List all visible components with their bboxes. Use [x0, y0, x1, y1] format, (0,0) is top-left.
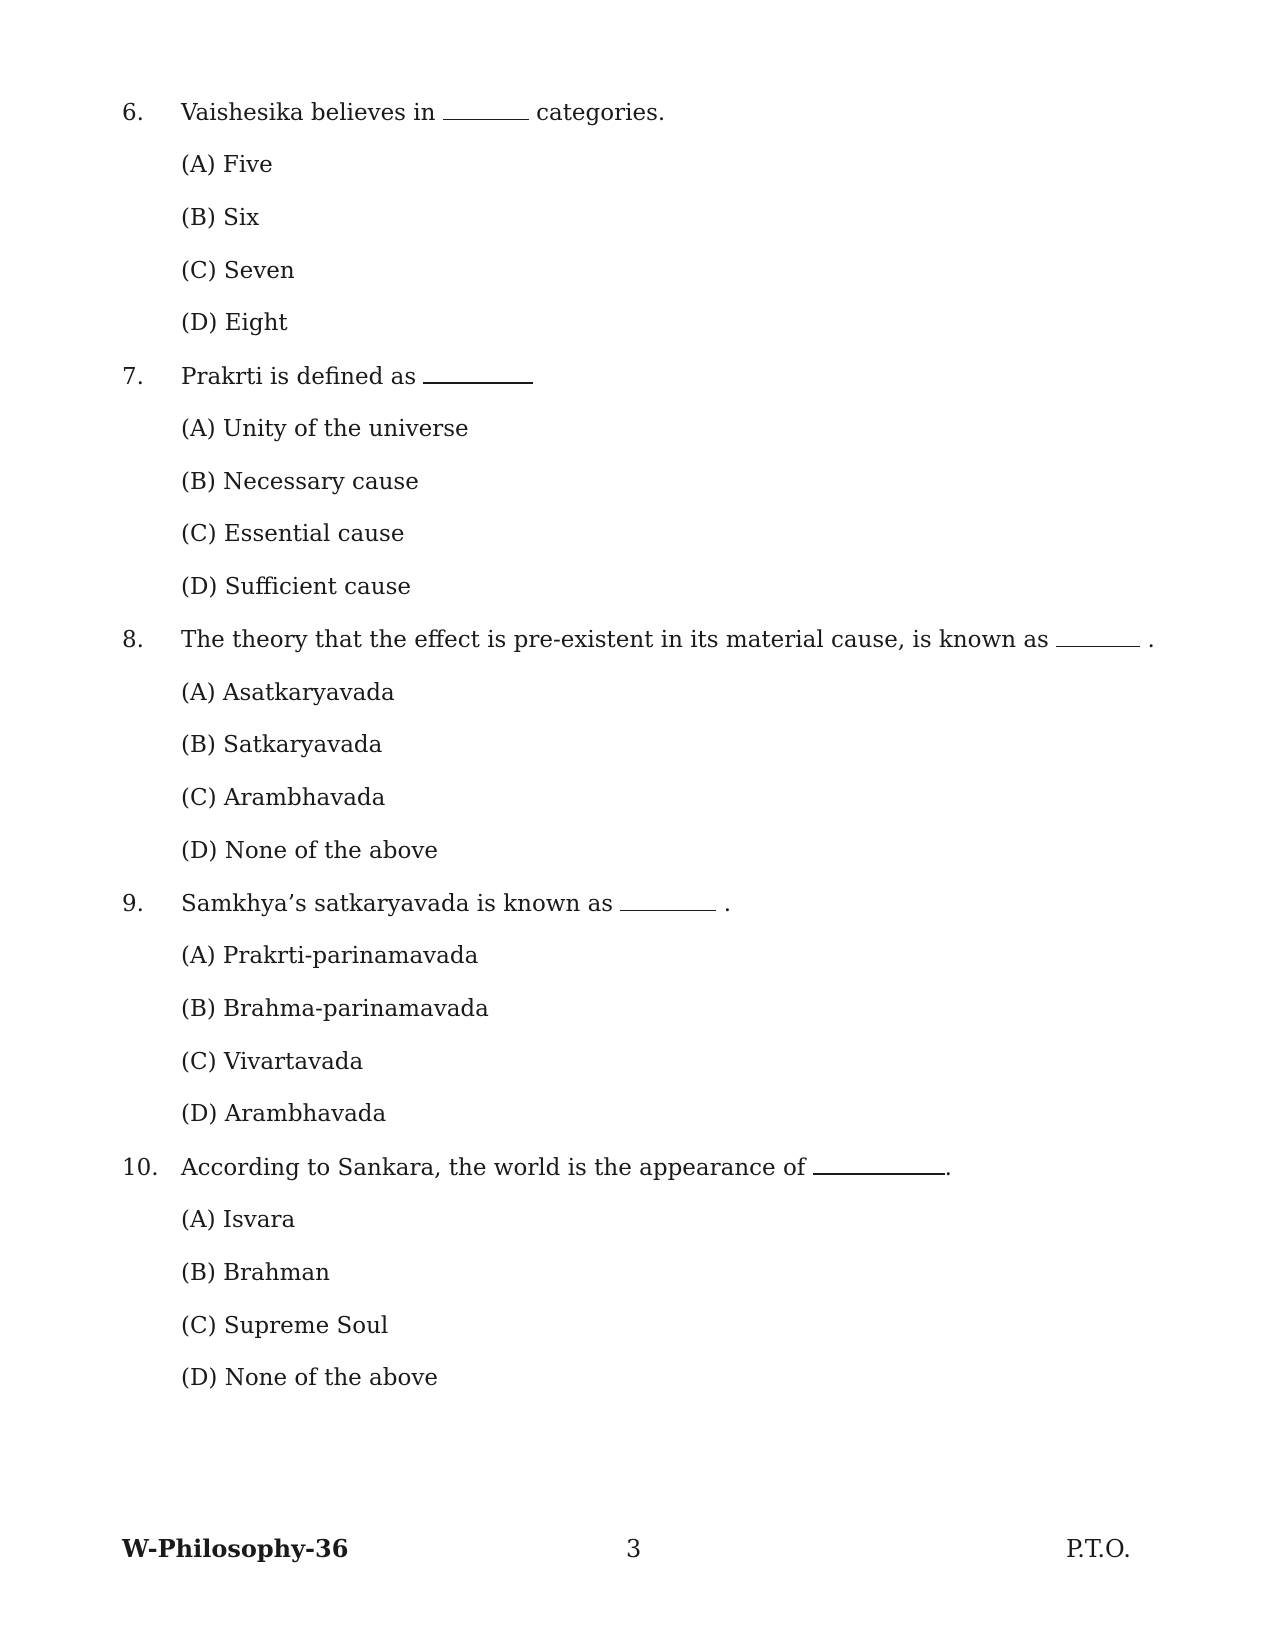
- answer-blank: [620, 890, 716, 911]
- option: (B) Brahman: [181, 1260, 330, 1286]
- question-stem: Samkhya’s satkaryavada is known as: [181, 891, 614, 917]
- question-number: 10.: [122, 1155, 159, 1181]
- option: (D) Sufficient cause: [181, 574, 411, 600]
- please-turn-over: P.T.O.: [1066, 1535, 1131, 1563]
- question-stem: According to Sankara, the world is the appearance of: [181, 1155, 806, 1181]
- option: (A) Asatkaryavada: [181, 680, 395, 706]
- option: (B) Six: [181, 205, 260, 231]
- question-number: 7.: [122, 364, 144, 390]
- option: (B) Satkaryavada: [181, 732, 383, 758]
- option: (A) Five: [181, 152, 273, 178]
- answer-blank: [1056, 626, 1140, 647]
- option: (C) Supreme Soul: [181, 1313, 389, 1339]
- question-stem-end: .: [1147, 627, 1155, 653]
- answer-blank: [443, 99, 529, 120]
- question-stem-end: .: [723, 891, 732, 917]
- question-stem: The theory that the effect is pre-existent in its material cause, is known as: [181, 627, 1049, 653]
- paper-code: W-Philosophy-36: [122, 1534, 349, 1563]
- option: (C) Vivartavada: [181, 1049, 364, 1075]
- option: (C) Seven: [181, 258, 295, 284]
- option: (B) Brahma-parinamavada: [181, 996, 489, 1022]
- question-text: [181, 98, 665, 128]
- question-text: [181, 362, 533, 392]
- option: (D) Eight: [181, 310, 288, 336]
- option: (D) None of the above: [181, 1365, 438, 1391]
- option: (A) Isvara: [181, 1207, 296, 1233]
- page-number: 3: [626, 1535, 642, 1563]
- question-text: [181, 889, 731, 919]
- question-text: [181, 1153, 952, 1183]
- option: (C) Essential cause: [181, 521, 405, 547]
- answer-blank: [423, 362, 533, 384]
- question-stem-end: categories.: [536, 100, 666, 126]
- option: (D) Arambhavada: [181, 1101, 387, 1127]
- question-number: 9.: [122, 891, 144, 917]
- question-text: [181, 625, 1155, 655]
- option: (B) Necessary cause: [181, 469, 419, 495]
- question-number: 8.: [122, 627, 144, 653]
- option: (C) Arambhavada: [181, 785, 386, 811]
- question-stem: Vaishesika believes in: [181, 100, 436, 126]
- question-stem-end: .: [944, 1155, 952, 1181]
- option: (D) None of the above: [181, 838, 438, 864]
- question-number: 6.: [122, 100, 144, 126]
- question-stem: Prakrti is defined as: [181, 364, 417, 390]
- option: (A) Unity of the universe: [181, 416, 469, 442]
- answer-blank: [813, 1153, 945, 1175]
- option: (A) Prakrti-parinamavada: [181, 943, 479, 969]
